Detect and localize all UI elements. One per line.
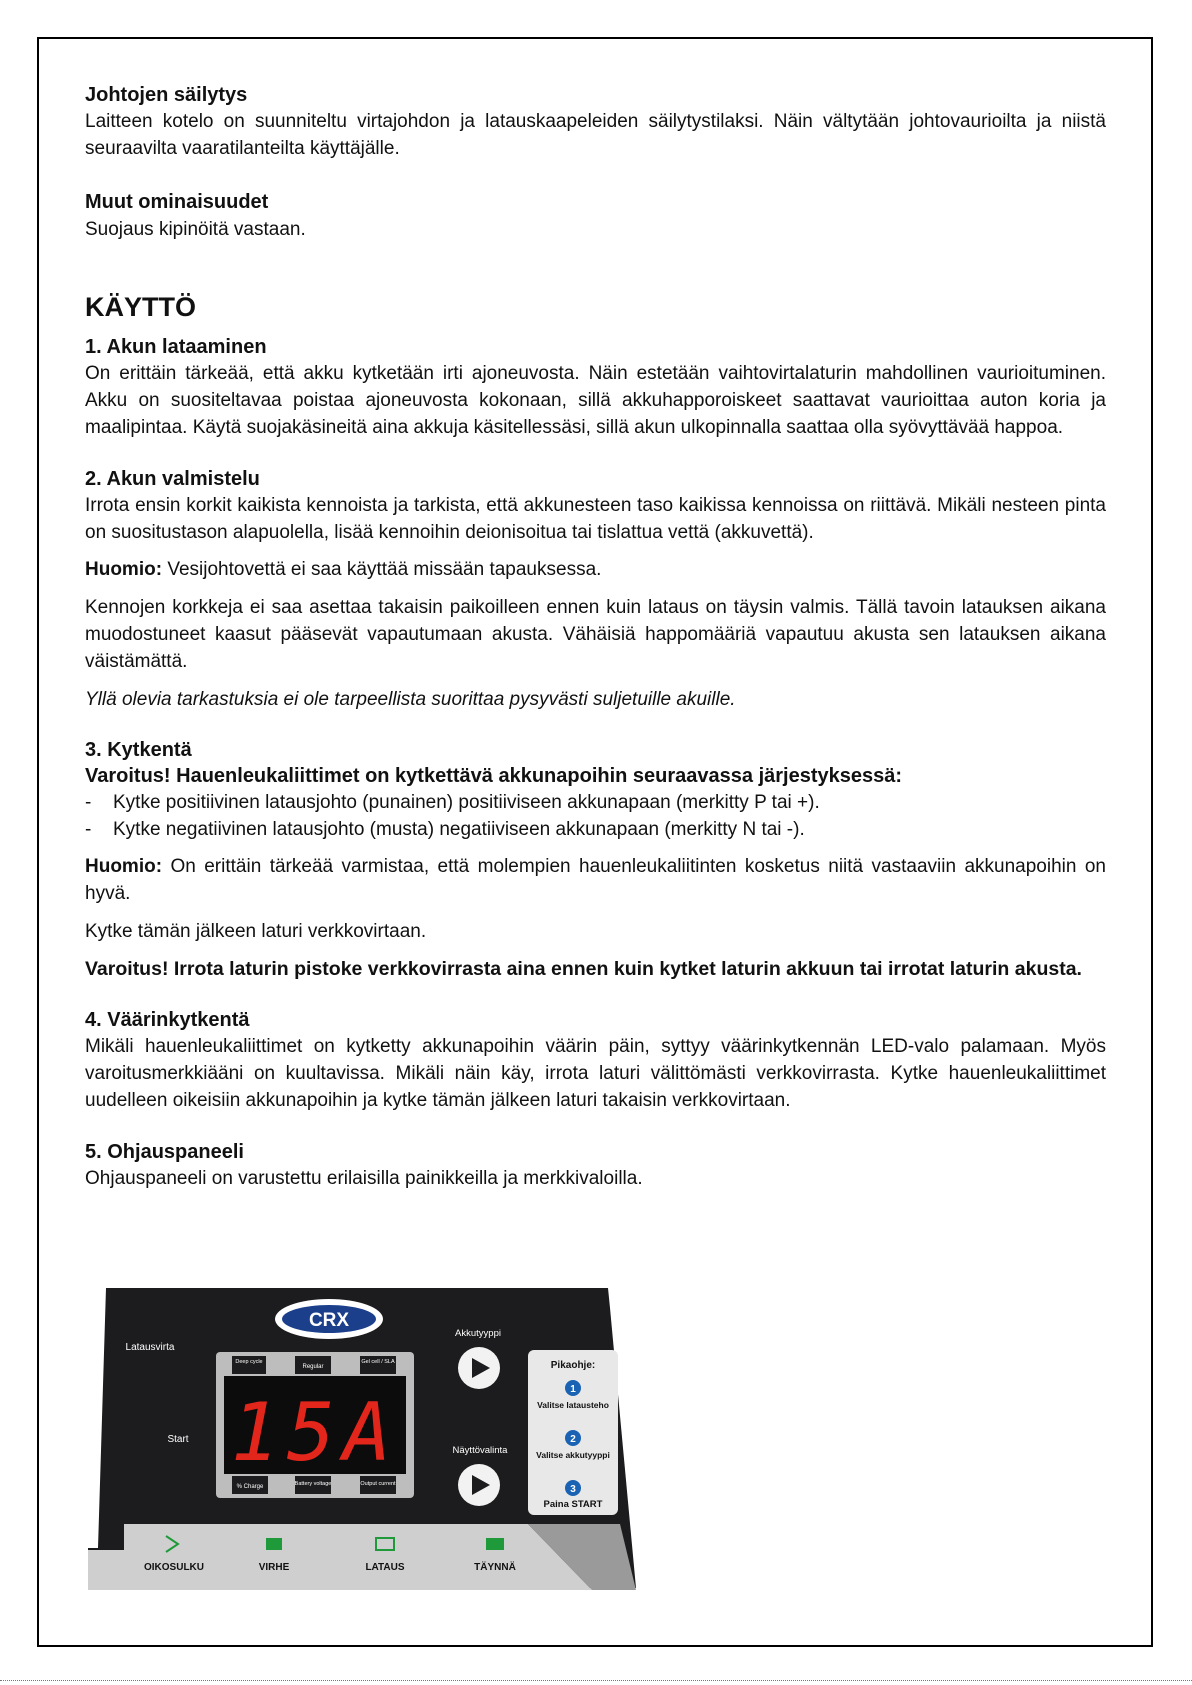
storage-heading: Johtojen säilytys [85, 84, 248, 106]
connect-item-text: Kytke positiivinen latausjohto (punainen) positiiviseen akkunapaan (merkitty P tai +). [113, 792, 820, 813]
step-number: 1 [570, 1384, 576, 1395]
connect-warning-2: Varoitus! Irrota laturin pistoke verkkovirrasta aina ennen kuin kytket laturin akkuun tai irrotat laturin akusta. [85, 958, 1082, 980]
prep-text: Irrota ensin korkit kaikista kennoista ja tarkista, että akkunesteen taso kaikissa kennoissa on riittävä. Mikäli nesteen pinta on suositustason alapuolella, lisää kennoihin deionisoitua tai tislattua vettä (akkuvettä). [85, 495, 1106, 543]
led-label: LATAUS [365, 1562, 405, 1573]
prep-note-text: Vesijohtovettä ei saa käyttää missään tapauksessa. [162, 559, 602, 580]
other-text: Suojaus kipinöitä vastaan. [85, 219, 306, 240]
section-connect [85, 737, 1106, 983]
connect-item [85, 816, 1106, 843]
nayttovalinta-label: Näyttövalinta [452, 1445, 508, 1456]
section-wrong [85, 1007, 1106, 1114]
connect-note-label: Huomio: [85, 856, 163, 877]
connect-warning: Varoitus! Hauenleukaliittimet on kytkettävä akkunapoihin seuraavassa järjestyksessä: [85, 765, 903, 787]
page-bottom-dotted-line [0, 1680, 1192, 1681]
tab-label: Gel cell / SLA [361, 1359, 395, 1365]
prep-text-2: Kennojen korkkeja ei saa asettaa takaisin paikoilleen ennen kuin lataus on täysin valmis. Tällä tavoin latauksen aikana muodostuneet kaasut pääsevät vapautumaan akusta. Vähäisiä happomääriä vapautuu akusta sen latauksen aikana väistämättä. [85, 597, 1106, 672]
prep-note [85, 556, 1106, 583]
step-text: Paina START [543, 1499, 603, 1510]
battery-error-icon [266, 1538, 282, 1550]
step-number: 3 [570, 1484, 576, 1495]
panel-text: Ohjauspaneeli on varustettu erilaisilla painikkeilla ja merkkivaloilla. [85, 1168, 643, 1189]
prep-note-label: Huomio: [85, 559, 163, 580]
battery-full-icon [486, 1538, 504, 1550]
akkutyyppi-label: Akkutyyppi [455, 1328, 501, 1339]
connect-heading: 3. Kytkentä [85, 739, 192, 761]
connect-item-text: Kytke negatiivinen latausjohto (musta) negatiiviseen akkunapaan (merkitty N tai -). [113, 819, 805, 840]
control-panel-image [88, 1288, 636, 1590]
led-label: OIKOSULKU [144, 1562, 204, 1573]
charging-heading: 1. Akun lataaminen [85, 336, 267, 358]
led-strip [88, 1524, 592, 1590]
section-panel [85, 1139, 1106, 1192]
list-dash: - [85, 792, 92, 813]
tab-label: Regular [302, 1364, 324, 1370]
section-other [85, 189, 1106, 243]
tab-label: % Charge [236, 1484, 264, 1490]
tab-label: Battery voltage [294, 1481, 332, 1487]
tab-label: Output current [360, 1481, 396, 1487]
panel-heading: 5. Ohjauspaneeli [85, 1141, 244, 1163]
section-charging [85, 334, 1106, 441]
prep-heading: 2. Akun valmistelu [85, 468, 260, 490]
latausvirta-label: Latausvirta [125, 1342, 175, 1353]
charging-text: On erittäin tärkeää, että akku kytketään irti ajoneuvosta. Näin estetään vaihtovirtalaturin mahdollinen vaurioituminen. Akku on suositeltavaa poistaa ajoneuvosta kokonaan, sillä akkuhapporoiskeet saattavat vaurioittaa auton koria ja maalipintaa. Käytä suojakäsineitä aina akkuja käsitellessäsi, sillä akun ulkopinnalla saattaa olla syövyttävää happoa. [85, 363, 1106, 438]
list-dash: - [85, 819, 92, 840]
led-label: VIRHE [258, 1562, 290, 1573]
tab-label: Deep cycle [235, 1359, 263, 1365]
step-text: Valitse akkutyyppi [536, 1450, 610, 1460]
prep-italic: Yllä olevia tarkastuksia ei ole tarpeellista suorittaa pysyvästi suljetuille akuille. [85, 689, 736, 710]
section-prep [85, 466, 1106, 713]
usage-title: KÄYTTÖ [85, 292, 196, 322]
document-body [85, 82, 1106, 1192]
connect-note-text: On erittäin tärkeää varmistaa, että molempien hauenleukaliitinten kosketus niitä vastaaviin akkunapoihin on hyvä. [85, 856, 1106, 904]
wrong-heading: 4. Väärinkytkentä [85, 1009, 250, 1031]
step-text: Valitse latausteho [537, 1400, 609, 1410]
start-label: Start [167, 1434, 189, 1445]
step-number: 2 [570, 1434, 576, 1445]
led-label: TÄYNNÄ [474, 1562, 516, 1573]
connect-text: Kytke tämän jälkeen laturi verkkovirtaan. [85, 921, 427, 942]
quick-guide-title: Pikaohje: [550, 1360, 596, 1371]
wrong-text: Mikäli hauenleukaliittimet on kytketty akkunapoihin väärin päin, syttyy väärinkytkennän LED-valo palamaan. Myös varoitusmerkkiääni on kuultavissa. Mikäli näin käy, irrota laturi välittömästi verkkovirrasta. Kytke hauenleukaliittimet uudelleen oikeisiin akkunapoihin ja kytke tämän jälkeen laturi takaisin verkkovirtaan. [85, 1036, 1106, 1111]
other-heading: Muut ominaisuudet [85, 191, 269, 213]
logo-text: CRX [308, 1310, 350, 1331]
display-value: 15A [230, 1386, 400, 1479]
connect-note [85, 853, 1106, 907]
connect-item [85, 789, 1106, 816]
section-storage [85, 82, 1106, 162]
storage-text: Laitteen kotelo on suunniteltu virtajohdon ja latauskaapeleiden säilytystilaksi. Näin vältytään johtovaurioilta ja niistä seuraavilta vaaratilanteilta käyttäjälle. [85, 111, 1106, 159]
